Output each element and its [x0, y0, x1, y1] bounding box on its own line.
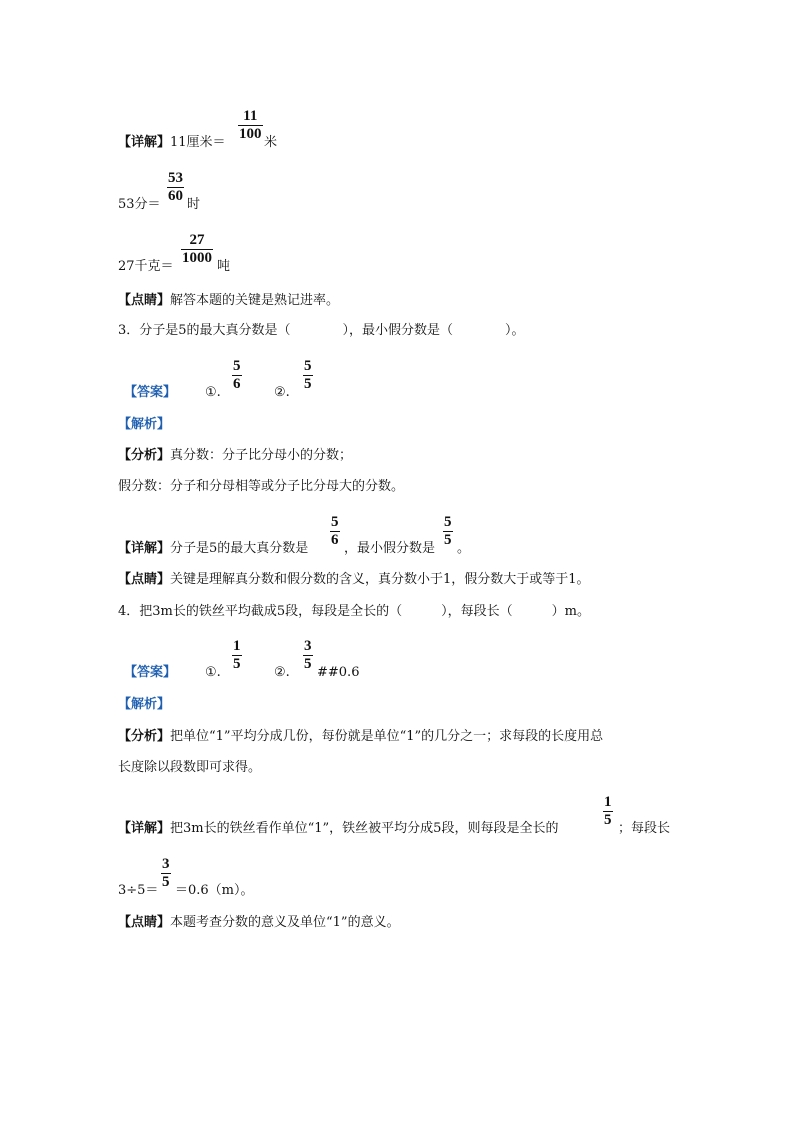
analysis-label: 【解析】: [118, 417, 171, 432]
denominator: 5: [304, 376, 312, 392]
analysis-text: 真分数：分子比分母小的分数；: [170, 448, 353, 463]
denominator: 5: [162, 874, 170, 890]
detail-line-1: [118, 134, 226, 152]
unit-ton: 吨: [217, 259, 231, 274]
numerator: 27: [189, 232, 205, 248]
analysis-line-2: 假分数：分子和分母相等或分子比分母大的分数。: [118, 479, 405, 494]
analysis-line-2: 长度除以段数即可求得。: [118, 760, 262, 775]
detail-text-3: 。: [457, 541, 471, 556]
point-text: 本题考查分数的意义及单位“1”的意义。: [170, 915, 400, 930]
answer-1-fraction: [232, 358, 242, 393]
calc-left: 3÷5＝: [118, 883, 159, 898]
numerator: 3: [162, 856, 170, 872]
detail-text-2: ；每段长: [618, 821, 671, 836]
answer-1-prefix: ①.: [205, 665, 221, 680]
detail-text-1: 分子是5的最大真分数是: [170, 541, 309, 556]
analysis-text: 把单位“1”平均分成几份，每份就是单位“1”的几分之一；求每段的长度用总: [170, 729, 604, 744]
fraction-27-1000: [181, 232, 213, 267]
point-line-3: [118, 571, 590, 589]
answer-1-prefix: ①.: [205, 385, 221, 400]
detail-text-1: 把3m长的铁丝看作单位“1”，铁丝被平均分成5段，则每段是全长的: [170, 821, 559, 836]
fraction-11-100: [238, 108, 263, 143]
answer-2-suffix: ##0.6: [317, 665, 360, 680]
denominator: 5: [304, 656, 312, 672]
point-line-1: [118, 292, 339, 310]
calc-line: [118, 882, 158, 900]
point-label: 【点睛】: [118, 572, 171, 587]
detail-line-3: [118, 258, 174, 276]
fraction-53-60: [167, 170, 184, 205]
numerator: 11: [243, 108, 258, 124]
answer-2-prefix: ②.: [274, 665, 290, 680]
point-line-4: [118, 914, 400, 932]
question-4: 4．把3m长的铁丝平均截成5段，每段是全长的（ ），每段长（ ）m。: [118, 604, 590, 619]
numerator: 5: [233, 358, 241, 374]
denominator: 6: [233, 376, 241, 392]
denominator: 1000: [182, 250, 212, 266]
unit-meter: 米: [264, 135, 278, 150]
answer-2-fraction: [303, 638, 313, 673]
expr-left: 11厘米＝: [170, 135, 226, 150]
expr-left: 53分＝: [118, 197, 161, 212]
denominator: 5: [604, 812, 612, 828]
detail-line: [118, 540, 308, 558]
analysis-line-1: [118, 728, 603, 746]
detail-fraction-1: [330, 514, 340, 549]
point-text: 关键是理解真分数和假分数的含义，真分数小于1，假分数大于或等于1。: [170, 572, 590, 587]
answer-2-fraction: [303, 358, 313, 393]
numerator: 1: [233, 638, 241, 654]
detail-fraction-2: [443, 514, 453, 549]
detail-label: 【详解】: [118, 541, 171, 556]
numerator: 5: [444, 514, 452, 530]
detail-label: 【详解】: [118, 821, 171, 836]
unit-hour: 时: [187, 197, 201, 212]
question-3: 3．分子是5的最大真分数是（ ），最小假分数是（ ）。: [118, 323, 525, 338]
denominator: 6: [331, 532, 339, 548]
denominator: 5: [233, 656, 241, 672]
analysis-head: 【分析】: [118, 729, 171, 744]
answer-2-prefix: ②.: [274, 385, 290, 400]
denominator: 60: [168, 188, 183, 204]
detail-label: 【详解】: [118, 135, 171, 150]
point-label: 【点睛】: [118, 915, 171, 930]
answer-label: 【答案】: [124, 665, 177, 680]
answer-1-fraction: [232, 638, 242, 673]
expr-left: 27千克＝: [118, 259, 174, 274]
analysis-head: 【分析】: [118, 448, 171, 463]
analysis-line-1: [118, 447, 352, 465]
denominator: 5: [444, 532, 452, 548]
detail-line-2: [118, 196, 161, 214]
detail-text-2: ，最小假分数是: [344, 541, 436, 556]
detail-fraction-1: [603, 794, 613, 829]
calc-fraction: [161, 856, 171, 891]
numerator: 1: [604, 794, 612, 810]
numerator: 53: [168, 170, 183, 186]
calc-right: ＝0.6（m）。: [175, 883, 254, 898]
point-text: 解答本题的关键是熟记进率。: [170, 293, 340, 308]
denominator: 100: [239, 126, 262, 142]
detail-line: [118, 820, 558, 838]
analysis-label: 【解析】: [118, 697, 171, 712]
numerator: 5: [304, 358, 312, 374]
answer-label: 【答案】: [124, 385, 177, 400]
point-label: 【点睛】: [118, 293, 171, 308]
numerator: 3: [304, 638, 312, 654]
numerator: 5: [331, 514, 339, 530]
